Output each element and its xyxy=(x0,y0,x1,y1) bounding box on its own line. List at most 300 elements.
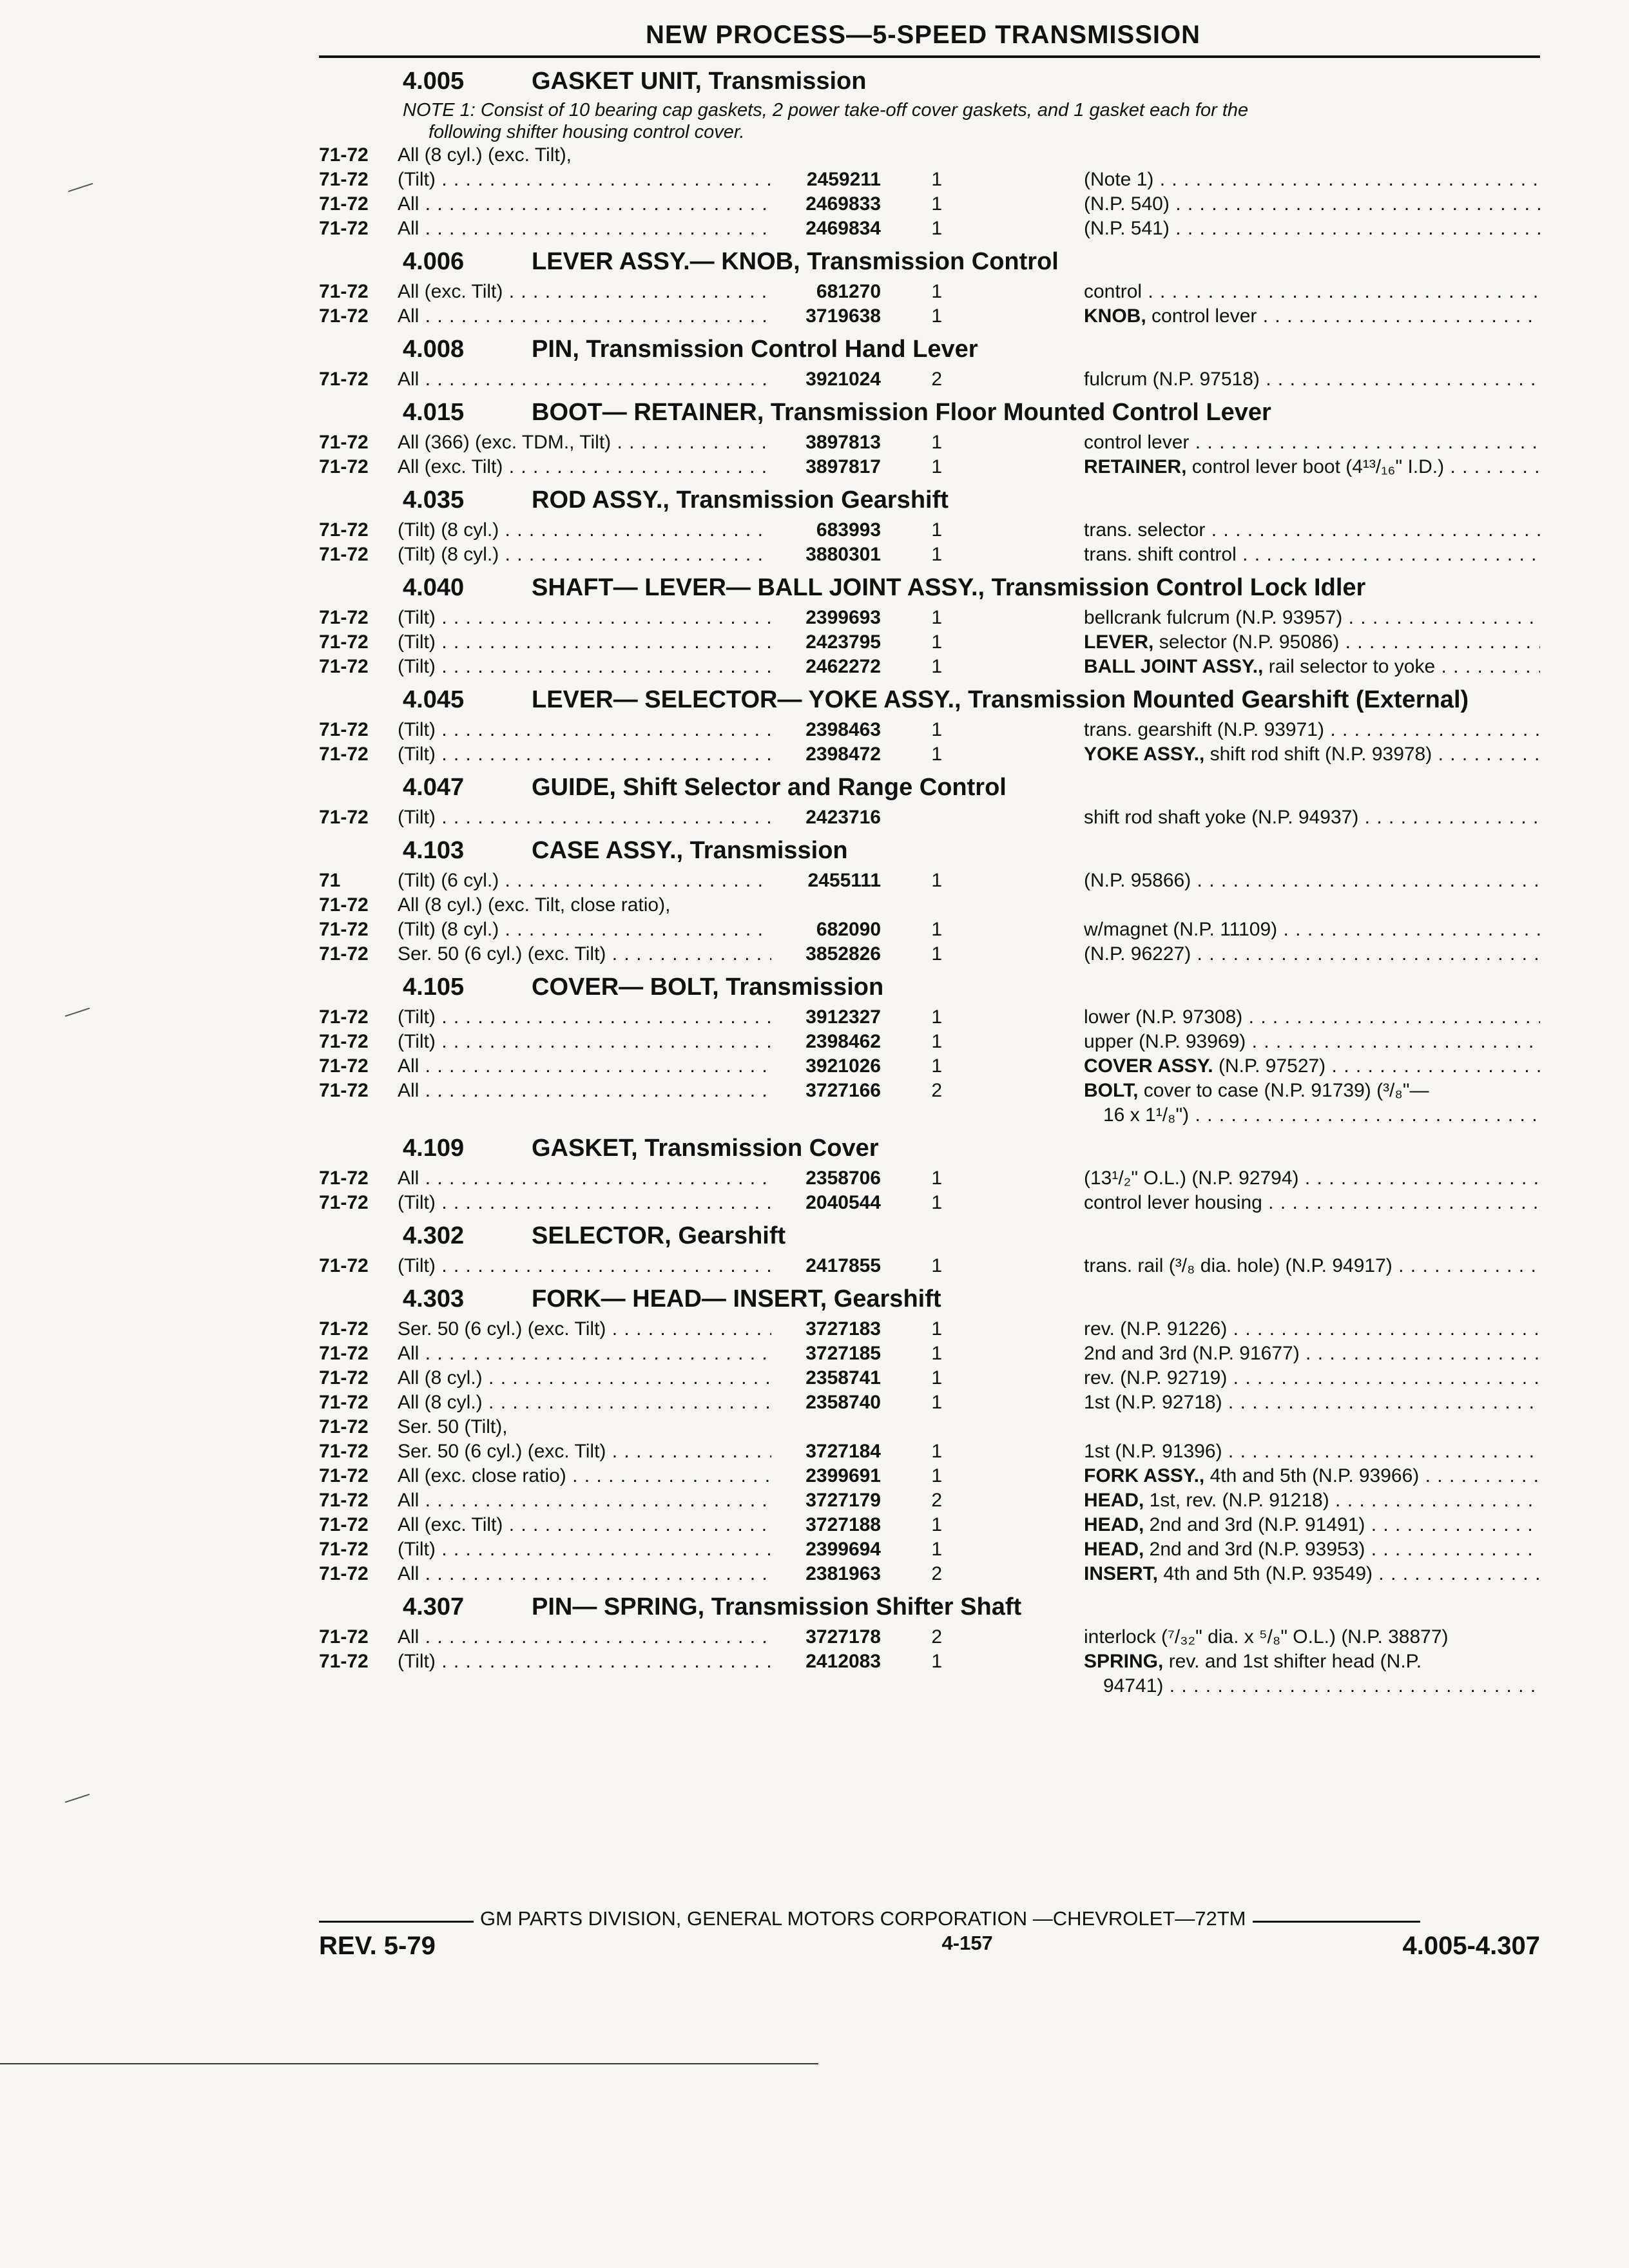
quantity: 1 xyxy=(931,943,942,965)
application: All . . . xyxy=(398,1341,771,1366)
column-gap xyxy=(942,367,1084,392)
catalog-section xyxy=(319,686,1540,767)
description xyxy=(1084,1562,1540,1586)
parts-row xyxy=(319,742,1540,767)
section-code: 4.047 xyxy=(403,774,465,801)
description-text: 1st (N.P. 91396) xyxy=(1084,1441,1222,1462)
description-bold: COVER ASSY. xyxy=(1084,1055,1213,1077)
part-number: 3727184 xyxy=(805,1441,881,1462)
quantity: 1 xyxy=(931,169,942,190)
quantity: 1 xyxy=(931,1392,942,1413)
note-line: NOTE 1: Consist of 10 bearing cap gaskets, 2 power take-off cover gaskets, and 1 gasket each for the xyxy=(403,100,1249,120)
quantity: 1 xyxy=(931,432,942,453)
part-number: 2398472 xyxy=(805,744,881,765)
description xyxy=(1084,518,1540,543)
section-heading xyxy=(319,247,1540,276)
column-gap xyxy=(942,1079,1084,1103)
model-year: 71-72 xyxy=(319,1006,369,1028)
model-year: 71-72 xyxy=(319,1514,369,1535)
part-number: 2398462 xyxy=(805,1031,881,1052)
parts-row xyxy=(319,455,1540,479)
parts-row xyxy=(319,1649,1540,1674)
catalog-section xyxy=(319,973,1540,1128)
section-title: SHAFT— LEVER— BALL JOINT ASSY., Transmission Control Lock Idler xyxy=(532,574,1366,601)
section-code: 4.307 xyxy=(403,1593,465,1620)
parts-row xyxy=(319,543,1540,567)
description xyxy=(1084,1415,1540,1439)
section-heading xyxy=(319,1222,1540,1250)
parts-row xyxy=(319,518,1540,543)
model-year: 71-72 xyxy=(319,1626,369,1648)
column-gap xyxy=(942,655,1084,679)
description-bold: HEAD, xyxy=(1084,1490,1144,1511)
model-year: 71-72 xyxy=(319,1343,369,1364)
description xyxy=(1084,1464,1540,1488)
parts-row xyxy=(319,718,1540,742)
application: (Tilt) . . . xyxy=(398,655,771,679)
description-text: trans. shift control xyxy=(1084,544,1237,565)
description xyxy=(1084,742,1540,767)
description-bold: YOKE ASSY., xyxy=(1084,744,1205,765)
description xyxy=(1084,280,1540,304)
catalog-section xyxy=(319,335,1540,392)
column-gap xyxy=(942,168,1084,192)
application: All . . . xyxy=(398,367,771,392)
section-heading xyxy=(319,1134,1540,1162)
application: Ser. 50 (6 cyl.) (exc. Tilt) . . . xyxy=(398,1317,771,1341)
model-year: 71 xyxy=(319,870,341,891)
quantity: 2 xyxy=(931,1563,942,1584)
model-year: 71-72 xyxy=(319,169,369,190)
application: (Tilt) . . . xyxy=(398,1030,771,1054)
model-year: 71-72 xyxy=(319,1318,369,1340)
section-code: 4.103 xyxy=(403,837,465,864)
section-title: CASE ASSY., Transmission xyxy=(532,837,848,864)
column-gap xyxy=(942,1254,1084,1278)
continuation-indent xyxy=(319,1103,1084,1128)
model-year: 71-72 xyxy=(319,1168,369,1189)
description-text: trans. gearshift (N.P. 93971) xyxy=(1084,719,1324,740)
description-text: control lever xyxy=(1146,305,1257,327)
application: (Tilt) (8 cyl.) . . . xyxy=(398,918,771,942)
column-gap xyxy=(942,1537,1084,1562)
parts-row xyxy=(319,1254,1540,1278)
description xyxy=(1084,367,1540,392)
section-heading xyxy=(319,973,1540,1001)
catalog-section xyxy=(319,1134,1540,1215)
application: (Tilt) . . . xyxy=(398,1649,771,1674)
part-number: 2423795 xyxy=(805,631,881,653)
column-gap xyxy=(942,893,1084,918)
part-number: 3921024 xyxy=(805,369,881,390)
quantity: 1 xyxy=(931,1055,942,1077)
quantity: 1 xyxy=(931,607,942,628)
application: All (8 cyl.) (exc. Tilt), xyxy=(398,144,572,166)
column-gap xyxy=(942,518,1084,543)
continuation-indent xyxy=(319,1674,1084,1698)
model-year: 71-72 xyxy=(319,1539,369,1560)
description-text: control xyxy=(1084,281,1142,302)
model-year: 71-72 xyxy=(319,305,369,327)
parts-row xyxy=(319,1562,1540,1586)
description-text: rev. (N.P. 92719) xyxy=(1084,1367,1228,1389)
description xyxy=(1084,1649,1540,1674)
description-continuation: 94741) . . . xyxy=(1084,1674,1540,1698)
parts-row xyxy=(319,1439,1540,1464)
model-year: 71-72 xyxy=(319,607,369,628)
description-bold: LEVER, xyxy=(1084,631,1154,653)
column-gap xyxy=(942,192,1084,216)
model-year: 71-72 xyxy=(319,369,369,390)
application: (Tilt) . . . xyxy=(398,168,771,192)
quantity: 1 xyxy=(931,719,942,740)
model-year: 71-72 xyxy=(319,943,369,965)
application: (Tilt) . . . xyxy=(398,805,771,830)
part-number: 3727183 xyxy=(805,1318,881,1340)
column-gap xyxy=(942,1191,1084,1215)
parts-row xyxy=(319,1625,1540,1649)
description-text: (N.P. 95866) xyxy=(1084,870,1191,891)
description xyxy=(1084,1254,1540,1278)
description xyxy=(1084,1079,1540,1103)
footer-bottom xyxy=(319,1932,1540,1961)
description xyxy=(1084,455,1540,479)
margin-mark xyxy=(68,183,93,192)
section-code: 4.008 xyxy=(403,336,465,363)
description-text: control lever boot (4¹³/₁₆" I.D.) xyxy=(1186,456,1445,477)
section-title: ROD ASSY., Transmission Gearshift xyxy=(532,486,949,514)
column-gap xyxy=(942,718,1084,742)
section-title: LEVER— SELECTOR— YOKE ASSY., Transmission Mounted Gearshift (External) xyxy=(532,686,1469,713)
section-note xyxy=(319,99,1540,143)
column-gap xyxy=(942,543,1084,567)
parts-row xyxy=(319,1415,1540,1439)
description xyxy=(1084,216,1540,241)
description xyxy=(1084,1488,1540,1513)
description-bold: RETAINER, xyxy=(1084,456,1187,477)
parts-row xyxy=(319,1341,1540,1366)
column-gap xyxy=(942,1625,1084,1649)
catalog-section xyxy=(319,398,1540,479)
quantity: 1 xyxy=(931,1006,942,1028)
application: All (8 cyl.) . . . xyxy=(398,1390,771,1415)
revision-label: REV. 5-79 xyxy=(319,1932,436,1960)
quantity: 1 xyxy=(931,1192,942,1213)
description-text: rail selector to yoke xyxy=(1263,656,1436,677)
quantity: 2 xyxy=(931,1626,942,1648)
description xyxy=(1084,918,1540,942)
description-text: (N.P. 540) xyxy=(1084,193,1170,215)
parts-row xyxy=(319,918,1540,942)
footer-rule-left xyxy=(319,1921,474,1923)
quantity: 1 xyxy=(931,1367,942,1389)
footer-line xyxy=(319,1907,1540,1930)
quantity: 1 xyxy=(931,305,942,327)
column-gap xyxy=(942,942,1084,966)
quantity: 1 xyxy=(931,1539,942,1560)
application: (Tilt) . . . xyxy=(398,742,771,767)
application: All (exc. Tilt) . . . xyxy=(398,280,771,304)
model-year: 71-72 xyxy=(319,1031,369,1052)
column-gap xyxy=(942,216,1084,241)
description xyxy=(1084,1191,1540,1215)
description xyxy=(1084,192,1540,216)
catalog-section xyxy=(319,1285,1540,1586)
parts-row xyxy=(319,143,1540,168)
quantity: 1 xyxy=(931,456,942,477)
column-gap xyxy=(942,430,1084,455)
description-bold: SPRING, xyxy=(1084,1651,1164,1672)
application: Ser. 50 (6 cyl.) (exc. Tilt) . . . xyxy=(398,1439,771,1464)
parts-row xyxy=(319,942,1540,966)
description-text: selector (N.P. 95086) xyxy=(1153,631,1340,653)
margin-mark xyxy=(65,1794,90,1803)
description-text: (Note 1) xyxy=(1084,169,1154,190)
quantity: 1 xyxy=(931,1514,942,1535)
description-bold: HEAD, xyxy=(1084,1514,1144,1535)
parts-row xyxy=(319,1005,1540,1030)
header-rule xyxy=(319,55,1540,58)
application: All . . . xyxy=(398,1562,771,1586)
description-text: bellcrank fulcrum (N.P. 93957) xyxy=(1084,607,1343,628)
section-title: GUIDE, Shift Selector and Range Control xyxy=(532,774,1007,801)
catalog-section xyxy=(319,247,1540,329)
section-heading xyxy=(319,836,1540,865)
catalog-section xyxy=(319,836,1540,966)
description-text: fulcrum (N.P. 97518) xyxy=(1084,369,1260,390)
part-number: 2462272 xyxy=(805,656,881,677)
column-gap xyxy=(942,1415,1084,1439)
description-text: upper (N.P. 93969) xyxy=(1084,1031,1246,1052)
catalog-section xyxy=(319,1593,1540,1698)
catalog-page xyxy=(319,17,1540,1698)
column-gap xyxy=(942,1390,1084,1415)
description xyxy=(1084,1537,1540,1562)
description xyxy=(1084,1513,1540,1537)
model-year: 71-72 xyxy=(319,631,369,653)
column-gap xyxy=(942,606,1084,630)
parts-row xyxy=(319,1054,1540,1079)
quantity: 1 xyxy=(931,1343,942,1364)
part-number xyxy=(771,143,881,168)
section-heading xyxy=(319,398,1540,427)
part-number: 3727185 xyxy=(805,1343,881,1364)
description-text: 4th and 5th (N.P. 93549) xyxy=(1158,1563,1373,1584)
application: All (8 cyl.) (exc. Tilt, close ratio), xyxy=(398,894,671,916)
description-text: interlock (⁷/₃₂" dia. x ⁵/₈" O.L.) (N.P. 38877) xyxy=(1084,1626,1449,1648)
description xyxy=(1084,942,1540,966)
application: All . . . xyxy=(398,1166,771,1191)
quantity: 1 xyxy=(931,1168,942,1189)
quantity: 1 xyxy=(931,1255,942,1276)
parts-row xyxy=(319,1488,1540,1513)
description-text: 2nd and 3rd (N.P. 91491) xyxy=(1144,1514,1365,1535)
part-number: 2399693 xyxy=(805,607,881,628)
part-number: 3727178 xyxy=(805,1626,881,1648)
section-title: COVER— BOLT, Transmission xyxy=(532,974,884,1001)
description xyxy=(1084,630,1540,655)
section-code: 4.006 xyxy=(403,248,465,275)
model-year: 71-72 xyxy=(319,281,369,302)
description-bold: HEAD, xyxy=(1084,1539,1144,1560)
description-text: (N.P. 541) xyxy=(1084,218,1170,239)
part-number: 2455111 xyxy=(807,870,881,891)
column-gap xyxy=(942,455,1084,479)
description-text: 4th and 5th (N.P. 93966) xyxy=(1204,1465,1420,1486)
application: All . . . xyxy=(398,304,771,329)
part-number: 3727179 xyxy=(805,1490,881,1511)
column-gap xyxy=(942,1464,1084,1488)
application: All (exc. close ratio) . . . xyxy=(398,1464,771,1488)
parts-row xyxy=(319,869,1540,893)
description xyxy=(1084,1030,1540,1054)
section-heading xyxy=(319,1285,1540,1313)
column-gap xyxy=(942,1341,1084,1366)
column-gap xyxy=(942,1317,1084,1341)
catalog-section xyxy=(319,773,1540,830)
section-title: GASKET UNIT, Transmission xyxy=(532,68,867,95)
parts-row xyxy=(319,1537,1540,1562)
section-title: PIN— SPRING, Transmission Shifter Shaft xyxy=(532,1593,1022,1620)
model-year: 71-72 xyxy=(319,894,369,916)
description xyxy=(1084,893,1540,918)
section-title: BOOT— RETAINER, Transmission Floor Mounted Control Lever xyxy=(532,399,1271,426)
section-heading xyxy=(319,573,1540,602)
footer-rule-right xyxy=(1253,1921,1420,1923)
part-number xyxy=(771,1415,881,1439)
section-heading xyxy=(319,773,1540,802)
section-heading xyxy=(319,335,1540,363)
section-heading xyxy=(319,67,1540,95)
application: All . . . xyxy=(398,1079,771,1103)
model-year: 71-72 xyxy=(319,218,369,239)
application: Ser. 50 (Tilt), xyxy=(398,1416,508,1437)
section-heading xyxy=(319,686,1540,714)
part-number: 3912327 xyxy=(805,1006,881,1028)
sections-container xyxy=(319,67,1540,1698)
column-gap xyxy=(942,1488,1084,1513)
section-code: 4.045 xyxy=(403,686,465,713)
part-number: 2469833 xyxy=(805,193,881,215)
description xyxy=(1084,304,1540,329)
section-code: 4.109 xyxy=(403,1135,465,1162)
part-number: 2412083 xyxy=(805,1651,881,1672)
quantity: 1 xyxy=(931,870,942,891)
model-year: 71-72 xyxy=(319,1563,369,1584)
parts-row xyxy=(319,367,1540,392)
quantity: 1 xyxy=(931,218,942,239)
column-gap xyxy=(942,1030,1084,1054)
page-number: 4-157 xyxy=(941,1932,993,1954)
catalog-section xyxy=(319,573,1540,679)
column-gap xyxy=(942,1649,1084,1674)
application: All . . . xyxy=(398,1488,771,1513)
application: (Tilt) (6 cyl.) . . . xyxy=(398,869,771,893)
part-number: 2358706 xyxy=(805,1168,881,1189)
application: All (8 cyl.) . . . xyxy=(398,1366,771,1390)
part-number: 2381963 xyxy=(805,1563,881,1584)
part-number: 2399694 xyxy=(805,1539,881,1560)
column-gap xyxy=(942,1513,1084,1537)
parts-row xyxy=(319,1166,1540,1191)
model-year: 71-72 xyxy=(319,1651,369,1672)
description-text: (N.P. 96227) xyxy=(1084,943,1191,965)
model-year: 71-72 xyxy=(319,1367,369,1389)
description xyxy=(1084,1366,1540,1390)
description-text: lower (N.P. 97308) xyxy=(1084,1006,1243,1028)
description-continuation: 16 x 1¹/₈") . . . xyxy=(1084,1103,1540,1128)
part-number: 2459211 xyxy=(806,169,881,190)
application: All . . . xyxy=(398,192,771,216)
application: (Tilt) (8 cyl.) . . . xyxy=(398,543,771,567)
description-text: rev. (N.P. 91226) xyxy=(1084,1318,1228,1340)
quantity: 1 xyxy=(931,544,942,565)
part-number: 3897813 xyxy=(805,432,881,453)
quantity: 1 xyxy=(931,1031,942,1052)
model-year: 71-72 xyxy=(319,193,369,215)
section-heading xyxy=(319,1593,1540,1621)
model-year: 71-72 xyxy=(319,1080,369,1101)
description-text: 1st, rev. (N.P. 91218) xyxy=(1144,1490,1329,1511)
quantity: 1 xyxy=(931,519,942,541)
part-number: 2417855 xyxy=(805,1255,881,1276)
section-code: 4.040 xyxy=(403,574,465,601)
section-code: 4.303 xyxy=(403,1285,465,1312)
description-text: shift rod shift (N.P. 93978) xyxy=(1204,744,1432,765)
description-text: control lever housing xyxy=(1084,1192,1262,1213)
description xyxy=(1084,1390,1540,1415)
part-number: 3727166 xyxy=(805,1080,881,1101)
footer-publisher: GM PARTS DIVISION, GENERAL MOTORS CORPORATION —CHEVROLET—72TM xyxy=(480,1907,1246,1930)
column-gap xyxy=(942,1054,1084,1079)
model-year: 71-72 xyxy=(319,1490,369,1511)
description xyxy=(1084,1166,1540,1191)
model-year: 71-72 xyxy=(319,144,369,166)
quantity: 1 xyxy=(931,631,942,653)
quantity: 1 xyxy=(931,1465,942,1486)
column-gap xyxy=(942,143,1084,168)
description-bold: BALL JOINT ASSY., xyxy=(1084,656,1264,677)
application: (Tilt) . . . xyxy=(398,718,771,742)
parts-row xyxy=(319,1390,1540,1415)
quantity xyxy=(881,1415,942,1439)
part-number: 2398463 xyxy=(805,719,881,740)
description-text: 2nd and 3rd (N.P. 93953) xyxy=(1144,1539,1365,1560)
description xyxy=(1084,655,1540,679)
model-year: 71-72 xyxy=(319,519,369,541)
parts-row xyxy=(319,168,1540,192)
part-number xyxy=(771,893,881,918)
parts-row xyxy=(319,280,1540,304)
application: (Tilt) . . . xyxy=(398,1537,771,1562)
column-gap xyxy=(942,1562,1084,1586)
quantity: 1 xyxy=(931,193,942,215)
description-bold: KNOB, xyxy=(1084,305,1146,327)
description xyxy=(1084,1625,1540,1649)
parts-row xyxy=(319,216,1540,241)
model-year: 71-72 xyxy=(319,1465,369,1486)
application: All (exc. Tilt) . . . xyxy=(398,1513,771,1537)
description xyxy=(1084,869,1540,893)
section-title: PIN, Transmission Control Hand Lever xyxy=(532,336,978,363)
application: (Tilt) . . . xyxy=(398,630,771,655)
column-gap xyxy=(942,304,1084,329)
quantity xyxy=(881,805,942,830)
description xyxy=(1084,1317,1540,1341)
part-number: 3880301 xyxy=(805,544,881,565)
page-footer xyxy=(319,1907,1540,1961)
part-number: 2358740 xyxy=(805,1392,881,1413)
